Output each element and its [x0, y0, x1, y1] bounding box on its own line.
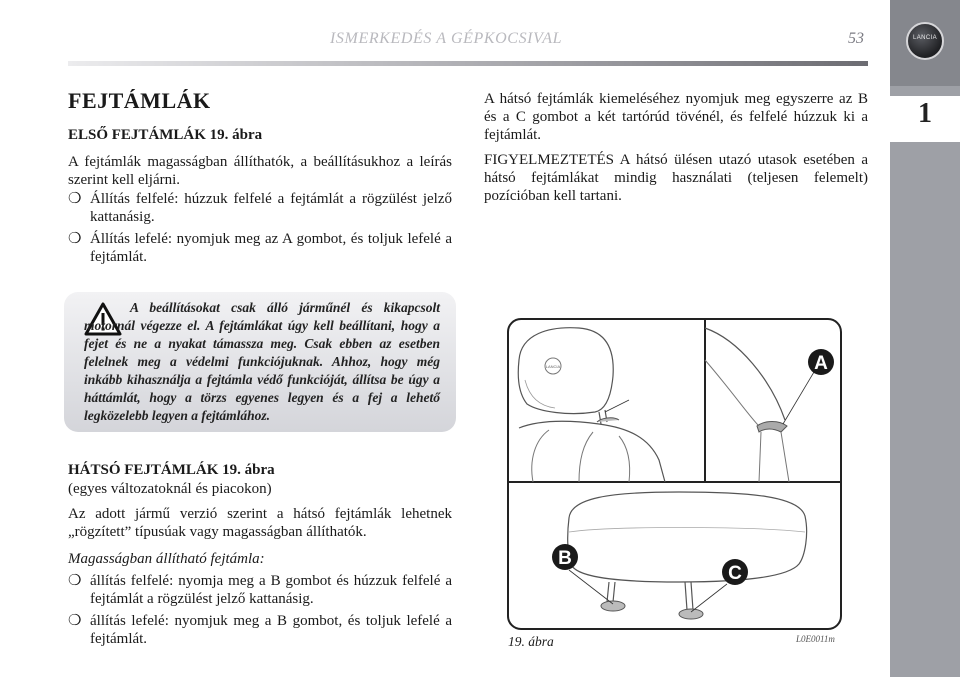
front-headrest-heading: ELSŐ FEJTÁMLÁK 19. ábra	[68, 127, 263, 143]
running-header-title: ISMERKEDÉS A GÉPKOCSIVAL	[330, 30, 563, 47]
rear-intro-paragraph: Az adott jármű verzió szerint a hátsó fejtámlák lehetnek „rögzített” típusúak vagy magasságban állíthatók.	[68, 506, 452, 540]
rear-bullet-up	[68, 572, 452, 612]
warning-body: A hátsó ülésen utazó utasok esetében a hátsó fejtámlákat mindig használati (teljesen felemelt) pozícióban kell tartani.	[484, 152, 868, 204]
callout-a: A	[814, 353, 828, 374]
bullet-text: Állítás lefelé: nyomjuk meg az A gombot, és toljuk lefelé a fejtámlát.	[90, 231, 452, 265]
warning-text: A beállításokat csak álló járműnél és kikapcsolt motornál végezze el. A fejtámlákat úgy kell beállítani, hogy a fejet és ne a nyakat támassza meg. Csak ebben az esetben felelnek meg a védelmi funkciójuknak. Ahhoz, hogy még inkább kihasználja a fejtámla védő funkcióját, állítsa be úgy a háttámlát, hogy a törzs egyenes legyen és a fej a lehető legközelebb legyen a fejtámlához.	[84, 300, 440, 423]
headrest-drawing	[509, 320, 840, 628]
chapter-number: 1	[918, 98, 932, 129]
front-intro-paragraph: A fejtámlák magasságban állíthatók, a beállításukhoz a leírás szerint kell eljárni.	[68, 154, 452, 188]
bullet-text: állítás felfelé: nyomja meg a B gombot és húzzuk felfelé a fejtámlát a rögzülést jelző kattanásig.	[90, 573, 452, 607]
logo-text: LANCIA	[912, 35, 938, 41]
callout-b: B	[558, 548, 572, 569]
rear-removal-paragraph: A hátsó fejtámlák kiemeléséhez nyomjuk meg egyszerre az B és a C gombot a két tartórúd tövénél, és felfelé húzzuk ki a fejtámlát.	[484, 91, 868, 143]
rear-warning-paragraph	[484, 151, 868, 205]
page-number: 53	[848, 30, 864, 47]
bullet-text: Állítás felfelé: húzzuk felfelé a fejtámlát a rögzülést jelző kattanásig.	[90, 191, 452, 225]
figure-code: L0E0011m	[796, 634, 835, 644]
rear-adjustable-label: Magasságban állítható fejtámla:	[68, 551, 265, 567]
page-title: FEJTÁMLÁK	[68, 88, 211, 113]
bullet-icon: ❍	[68, 231, 82, 247]
bullet-icon: ❍	[68, 613, 82, 629]
lancia-logo-icon	[906, 22, 944, 60]
rear-subheading: (egyes változatoknál és piacokon)	[68, 481, 272, 497]
bullet-icon: ❍	[68, 191, 82, 207]
bullet-text: állítás lefelé: nyomjuk meg a B gombot, és toljuk lefelé a fejtámlát.	[90, 613, 452, 647]
front-bullet-down	[68, 230, 452, 270]
bullet-icon: ❍	[68, 573, 82, 589]
headrest-logo: LANCIA	[545, 364, 561, 369]
rear-bullet-down	[68, 612, 452, 652]
callout-c: C	[728, 563, 742, 584]
rear-headrest-heading: HÁTSÓ FEJTÁMLÁK 19. ábra	[68, 462, 275, 478]
warning-label: FIGYELMEZTETÉS	[484, 152, 614, 168]
header-rule	[68, 61, 868, 66]
figure-caption: 19. ábra	[508, 634, 554, 649]
front-bullet-up	[68, 190, 452, 230]
figure-19-illustration	[507, 318, 842, 630]
